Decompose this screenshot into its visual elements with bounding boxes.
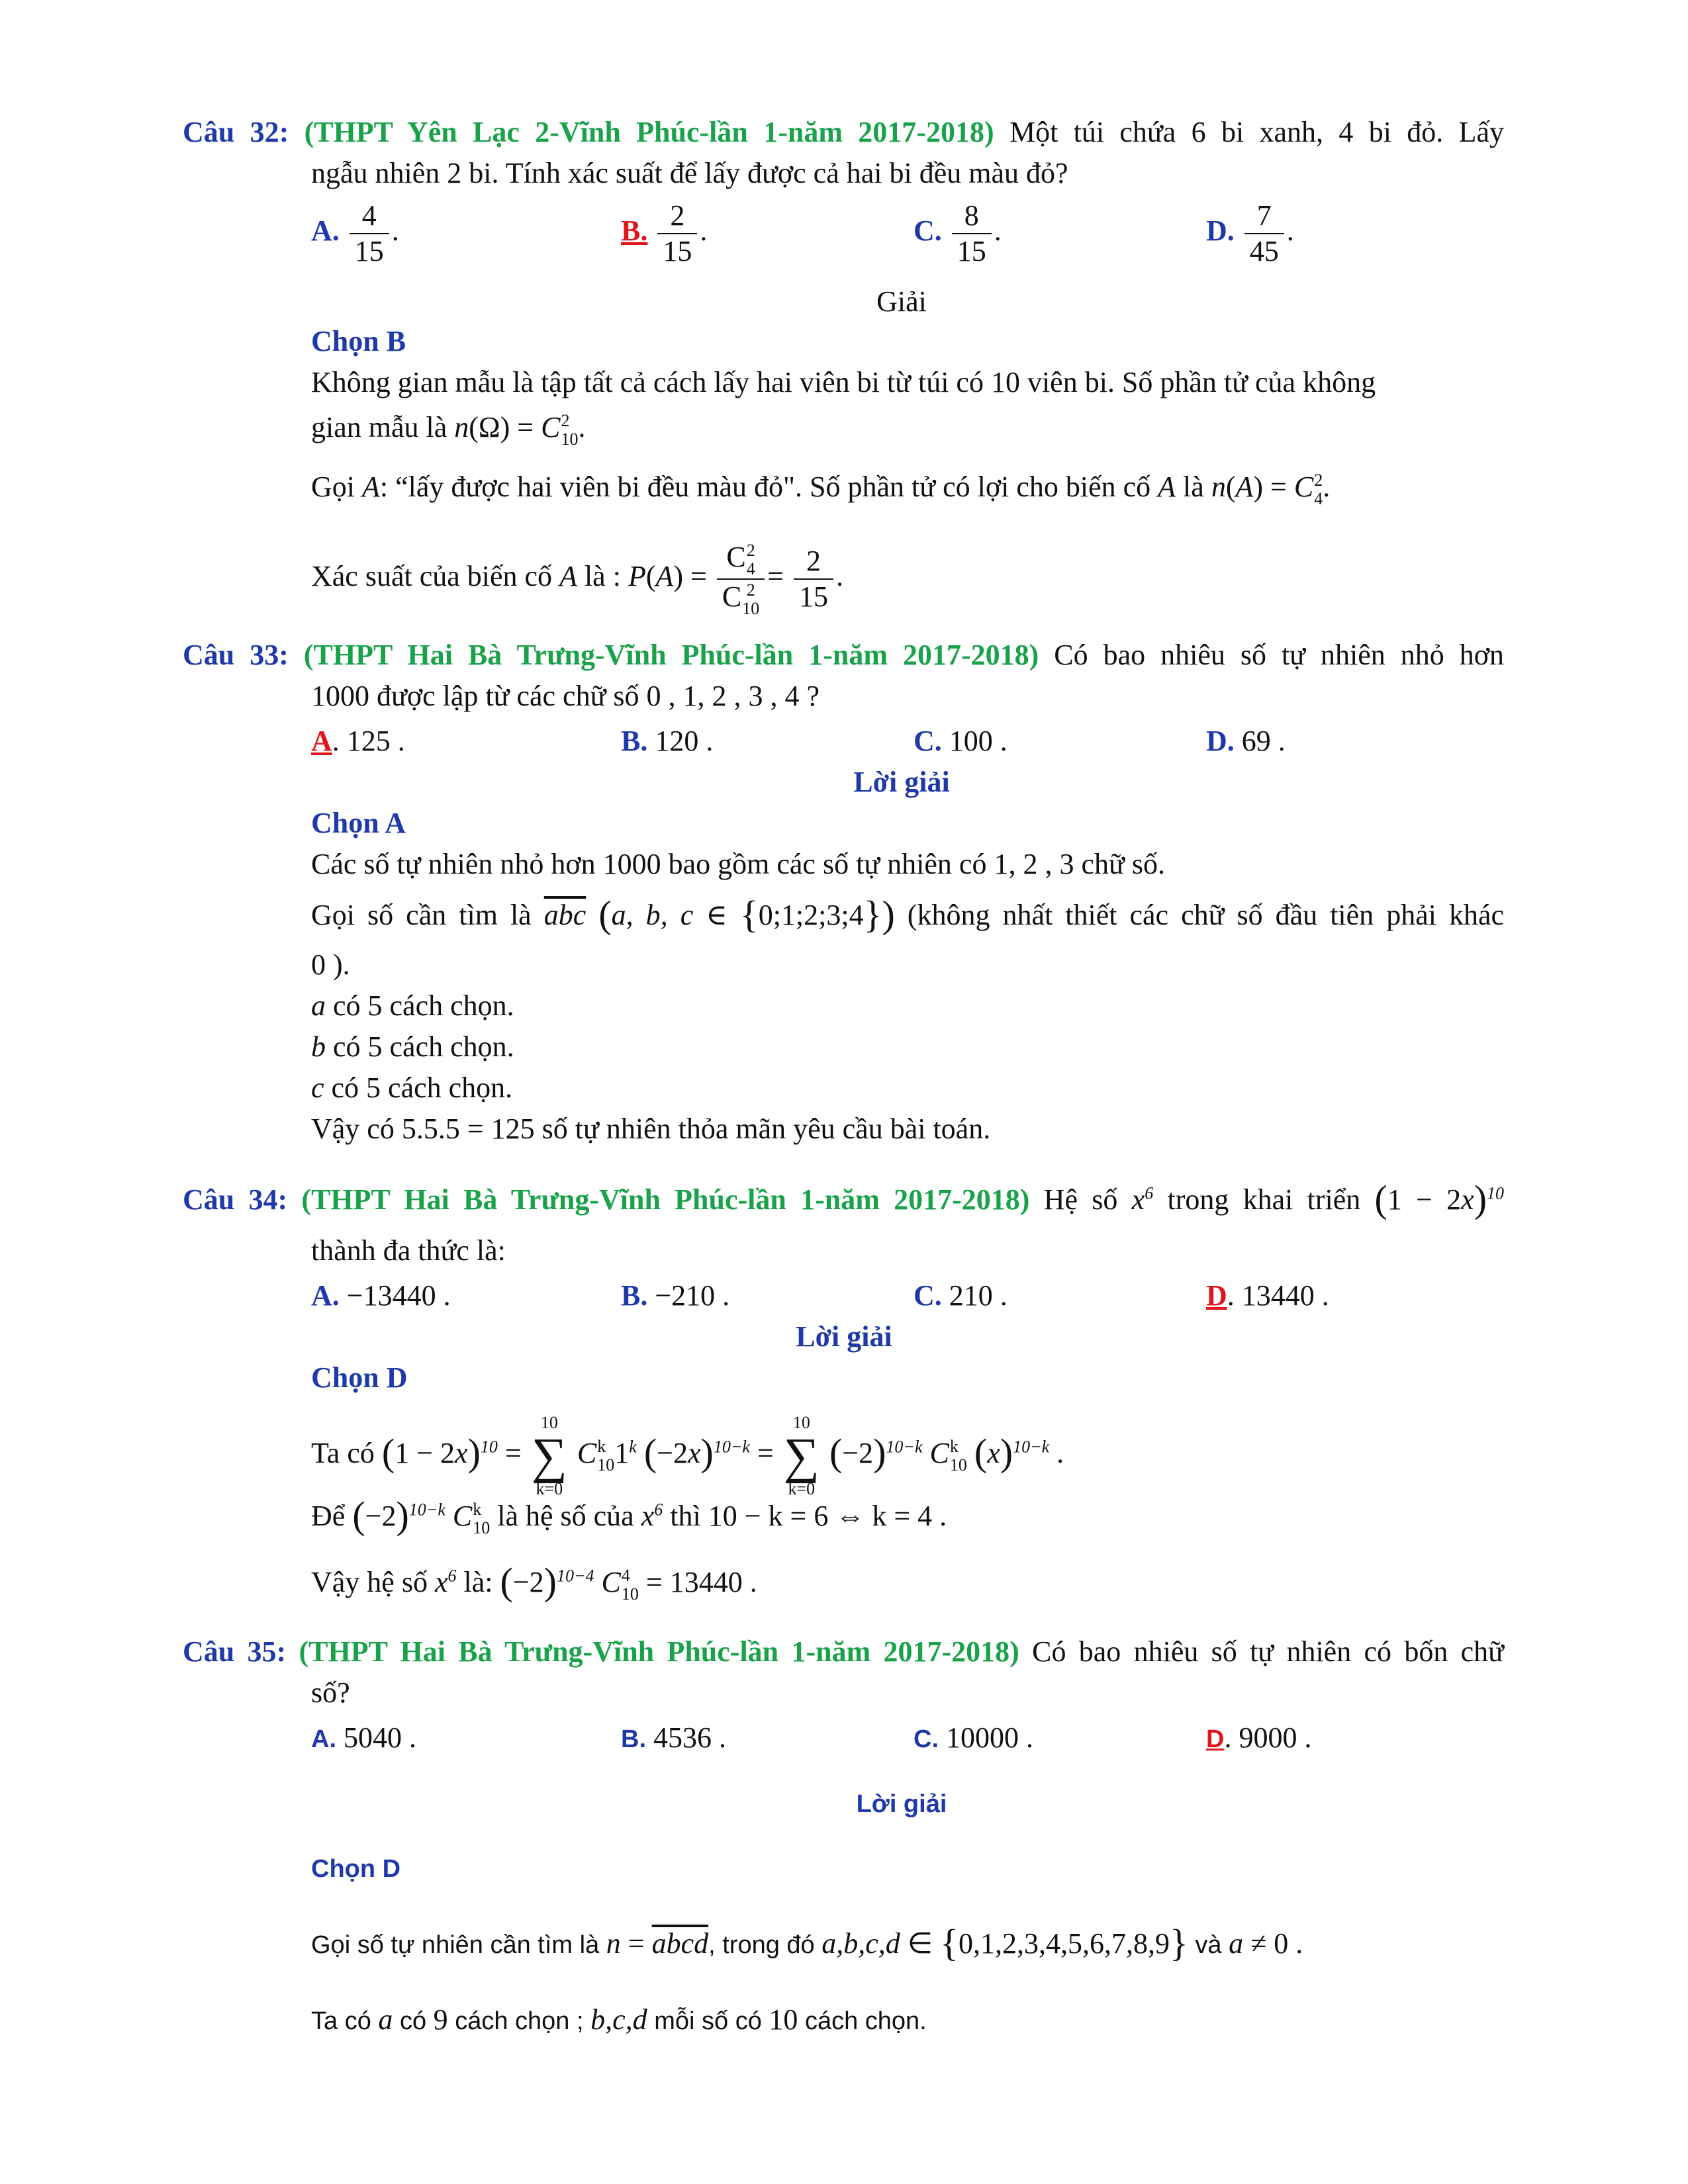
- q35-choice: Chọn D: [311, 1855, 401, 1883]
- q35-line-1: Câu 35: (THPT Hai Bà Trưng-Vĩnh Phúc-lần 1-năm 2017-2018) Có bao nhiêu số tự nhiên có bốn chữ: [183, 1635, 1505, 1668]
- q34-choice: Chọn D: [311, 1361, 408, 1394]
- q34-final-coefficient: $(-2)^{10-4}$ C 4 10 = 13440 .: [500, 1560, 757, 1604]
- q32-option-b[interactable]: B. $\frac{2}{15}$ .: [621, 199, 708, 267]
- q32-sample-space-formula: n(Ω) = C 2 10 .: [454, 410, 586, 449]
- q33-digit-set: (a, b, c ∈ {0;1;2;3;4}): [598, 893, 895, 936]
- q33-sol-1: Các số tự nhiên nhỏ hơn 1000 bao gồm các số tự nhiên có 1, 2 , 3 chữ số.: [311, 848, 1165, 880]
- q33-source: (THPT Hai Bà Trưng-Vĩnh Phúc-lần 1-năm 2017-2018): [303, 639, 1039, 671]
- q34-label: Câu 34:: [183, 1183, 288, 1216]
- q33-sol-6: c có 5 cách chọn.: [311, 1071, 513, 1104]
- q32-favorable-formula: n(A) = C 2 4 .: [1211, 470, 1331, 508]
- q35-option-a[interactable]: A. 5040 .: [311, 1721, 416, 1754]
- q34-sol-3: Vậy hệ số $x^6$ là: $(-2)^{10-4}$ C 4 10 = 13440 .: [311, 1560, 757, 1604]
- q35-option-d[interactable]: D. 9000 .: [1206, 1721, 1312, 1754]
- q34-option-d[interactable]: D. 13440 .: [1206, 1279, 1329, 1312]
- q32-label: Câu 32:: [183, 116, 289, 148]
- q35-label: Câu 35:: [183, 1635, 287, 1668]
- q32-solution-heading: Giải: [876, 285, 927, 318]
- q33-abc-overline: $\overline{abc}$: [543, 899, 586, 931]
- q35-sol-2: Ta có a có 9 cách chọn ; b,c,d mỗi số có 10 cách chọn.: [311, 2003, 927, 2036]
- q33-sol-4: a có 5 cách chọn.: [311, 989, 514, 1022]
- q32-sol-1: Không gian mẫu là tập tất cả cách lấy hai viên bi từ túi có 10 viên bi. Số phần tử của không: [311, 366, 1376, 398]
- q32-option-d[interactable]: D. $\frac{7}{45}$ .: [1206, 199, 1294, 267]
- q34-solution-heading: Lời giải: [796, 1320, 892, 1353]
- q35-line-2: số?: [311, 1676, 350, 1709]
- q33-sol-3: 0 ).: [311, 948, 350, 981]
- q32-text-1: Một túi chứa 6 bi xanh, 4 bi đỏ. Lấy: [994, 116, 1505, 148]
- q32-choice: Chọn B: [311, 325, 406, 357]
- q35-solution-heading: Lời giải: [856, 1790, 947, 1818]
- q32-sol-2: gian mẫu là n(Ω) = C 2 10 .: [311, 410, 586, 449]
- q33-sol-2: Gọi số cần tìm là $\overline{abc}$ (a, b, c ∈ {0;1;2;3;4}) (không nhất thiết các chữ số đầu tiên phải khác: [311, 893, 1505, 936]
- q32-sol-4: Xác suất của biến cố A là : P(A) = C 2 4 C 2 10 = $\frac{2}{15}$ .: [311, 540, 844, 618]
- q33-sol-7: Vậy có 5.5.5 = 125 số tự nhiên thỏa mãn yêu cầu bài toán.: [311, 1113, 991, 1145]
- q33-line-1: [183, 635, 1504, 675]
- q33-choice: Chọn A: [311, 807, 406, 839]
- q33-option-d[interactable]: D. 69 .: [1206, 725, 1286, 757]
- q33-option-c[interactable]: C. 100 .: [914, 725, 1008, 757]
- q35-option-c[interactable]: C. 10000 .: [914, 1721, 1033, 1754]
- q35-sol-1: Gọi số tự nhiên cần tìm là n = abcd, trong đó a,b,c,d ∈ {0,1,2,3,4,5,6,7,8,9} và a ≠ 0 .: [311, 1921, 1303, 1964]
- q33-line-2: 1000 được lập từ các chữ số 0 , 1, 2 , 3 , 4 ?: [311, 680, 820, 712]
- q33-label: Câu 33:: [183, 639, 289, 671]
- q34-option-b[interactable]: B. −210 .: [621, 1279, 730, 1312]
- q32-source: (THPT Yên Lạc 2-Vĩnh Phúc-lần 1-năm 2017-2018): [304, 116, 994, 148]
- q33-text-1: Có bao nhiêu số tự nhiên nhỏ hơn: [1039, 639, 1504, 671]
- q33-option-a[interactable]: A. 125 .: [311, 725, 405, 757]
- q32-option-c[interactable]: C. $\frac{8}{15}$ .: [914, 199, 1002, 267]
- q35-source: (THPT Hai Bà Trưng-Vĩnh Phúc-lần 1-năm 2017-2018): [299, 1635, 1019, 1668]
- q35-digit-set: a,b,c,d ∈ {0,1,2,3,4,5,6,7,8,9}: [821, 1921, 1188, 1964]
- q34-line-2: thành đa thức là:: [311, 1234, 506, 1267]
- q34-option-a[interactable]: A. −13440 .: [311, 1279, 451, 1312]
- q32-line-2: ngẫu nhiên 2 bi. Tính xác suất để lấy được cả hai bi đều màu đỏ?: [311, 157, 1068, 189]
- q34-sol-2: Để $(-2)^{10-k}$ C k 10 là hệ số của $x^6$ thì 10 − k = 6 ⇔ k = 4 .: [311, 1494, 947, 1537]
- q32-option-a[interactable]: A. $\frac{4}{15}$ .: [311, 199, 399, 267]
- q34-binomial: $(1 - 2x)^{10}$: [1374, 1177, 1505, 1220]
- q33-option-b[interactable]: B. 120 .: [621, 725, 714, 757]
- q33-sol-5: b có 5 cách chọn.: [311, 1030, 514, 1063]
- q34-option-c[interactable]: C. 210 .: [914, 1279, 1008, 1312]
- q34-line-1: Câu 34: (THPT Hai Bà Trưng-Vĩnh Phúc-lần 1-năm 2017-2018) Hệ số $x^6$ trong khai triển $(1 - 2x)^{10}$: [183, 1177, 1505, 1220]
- q32-sol-3: Gọi A: “lấy được hai viên bi đều màu đỏ". Số phần tử có lợi cho biến cố A là n(A) = C 2 4 .: [311, 470, 1331, 508]
- q34-source: (THPT Hai Bà Trưng-Vĩnh Phúc-lần 1-năm 2017-2018): [301, 1183, 1030, 1216]
- q32-line-1: [183, 113, 1504, 152]
- q34-expansion-formula: $(1 - 2x)^{10}$ = 10 ∑ k=0 C k 10 1$^k$ $(-2x)^{10-k}$ = 10 ∑ k=0 $(-2)^{10-k}$ C k 10 $(x)^{10-k}$ .: [381, 1412, 1064, 1498]
- q35-option-b[interactable]: B. 4536 .: [621, 1721, 726, 1754]
- q32-probability-formula: P(A) = C 2 4 C 2 10 = $\frac{2}{15}$ .: [628, 540, 844, 618]
- q33-solution-heading: Lời giải: [853, 766, 950, 798]
- q34-sol-1: Ta có $(1 - 2x)^{10}$ = 10 ∑ k=0 C k 10 1$^k$ $(-2x)^{10-k}$ = 10 ∑ k=0 $(-2)^{10-k}$ C k 10 $(x)^{10-k}$ .: [311, 1412, 1064, 1498]
